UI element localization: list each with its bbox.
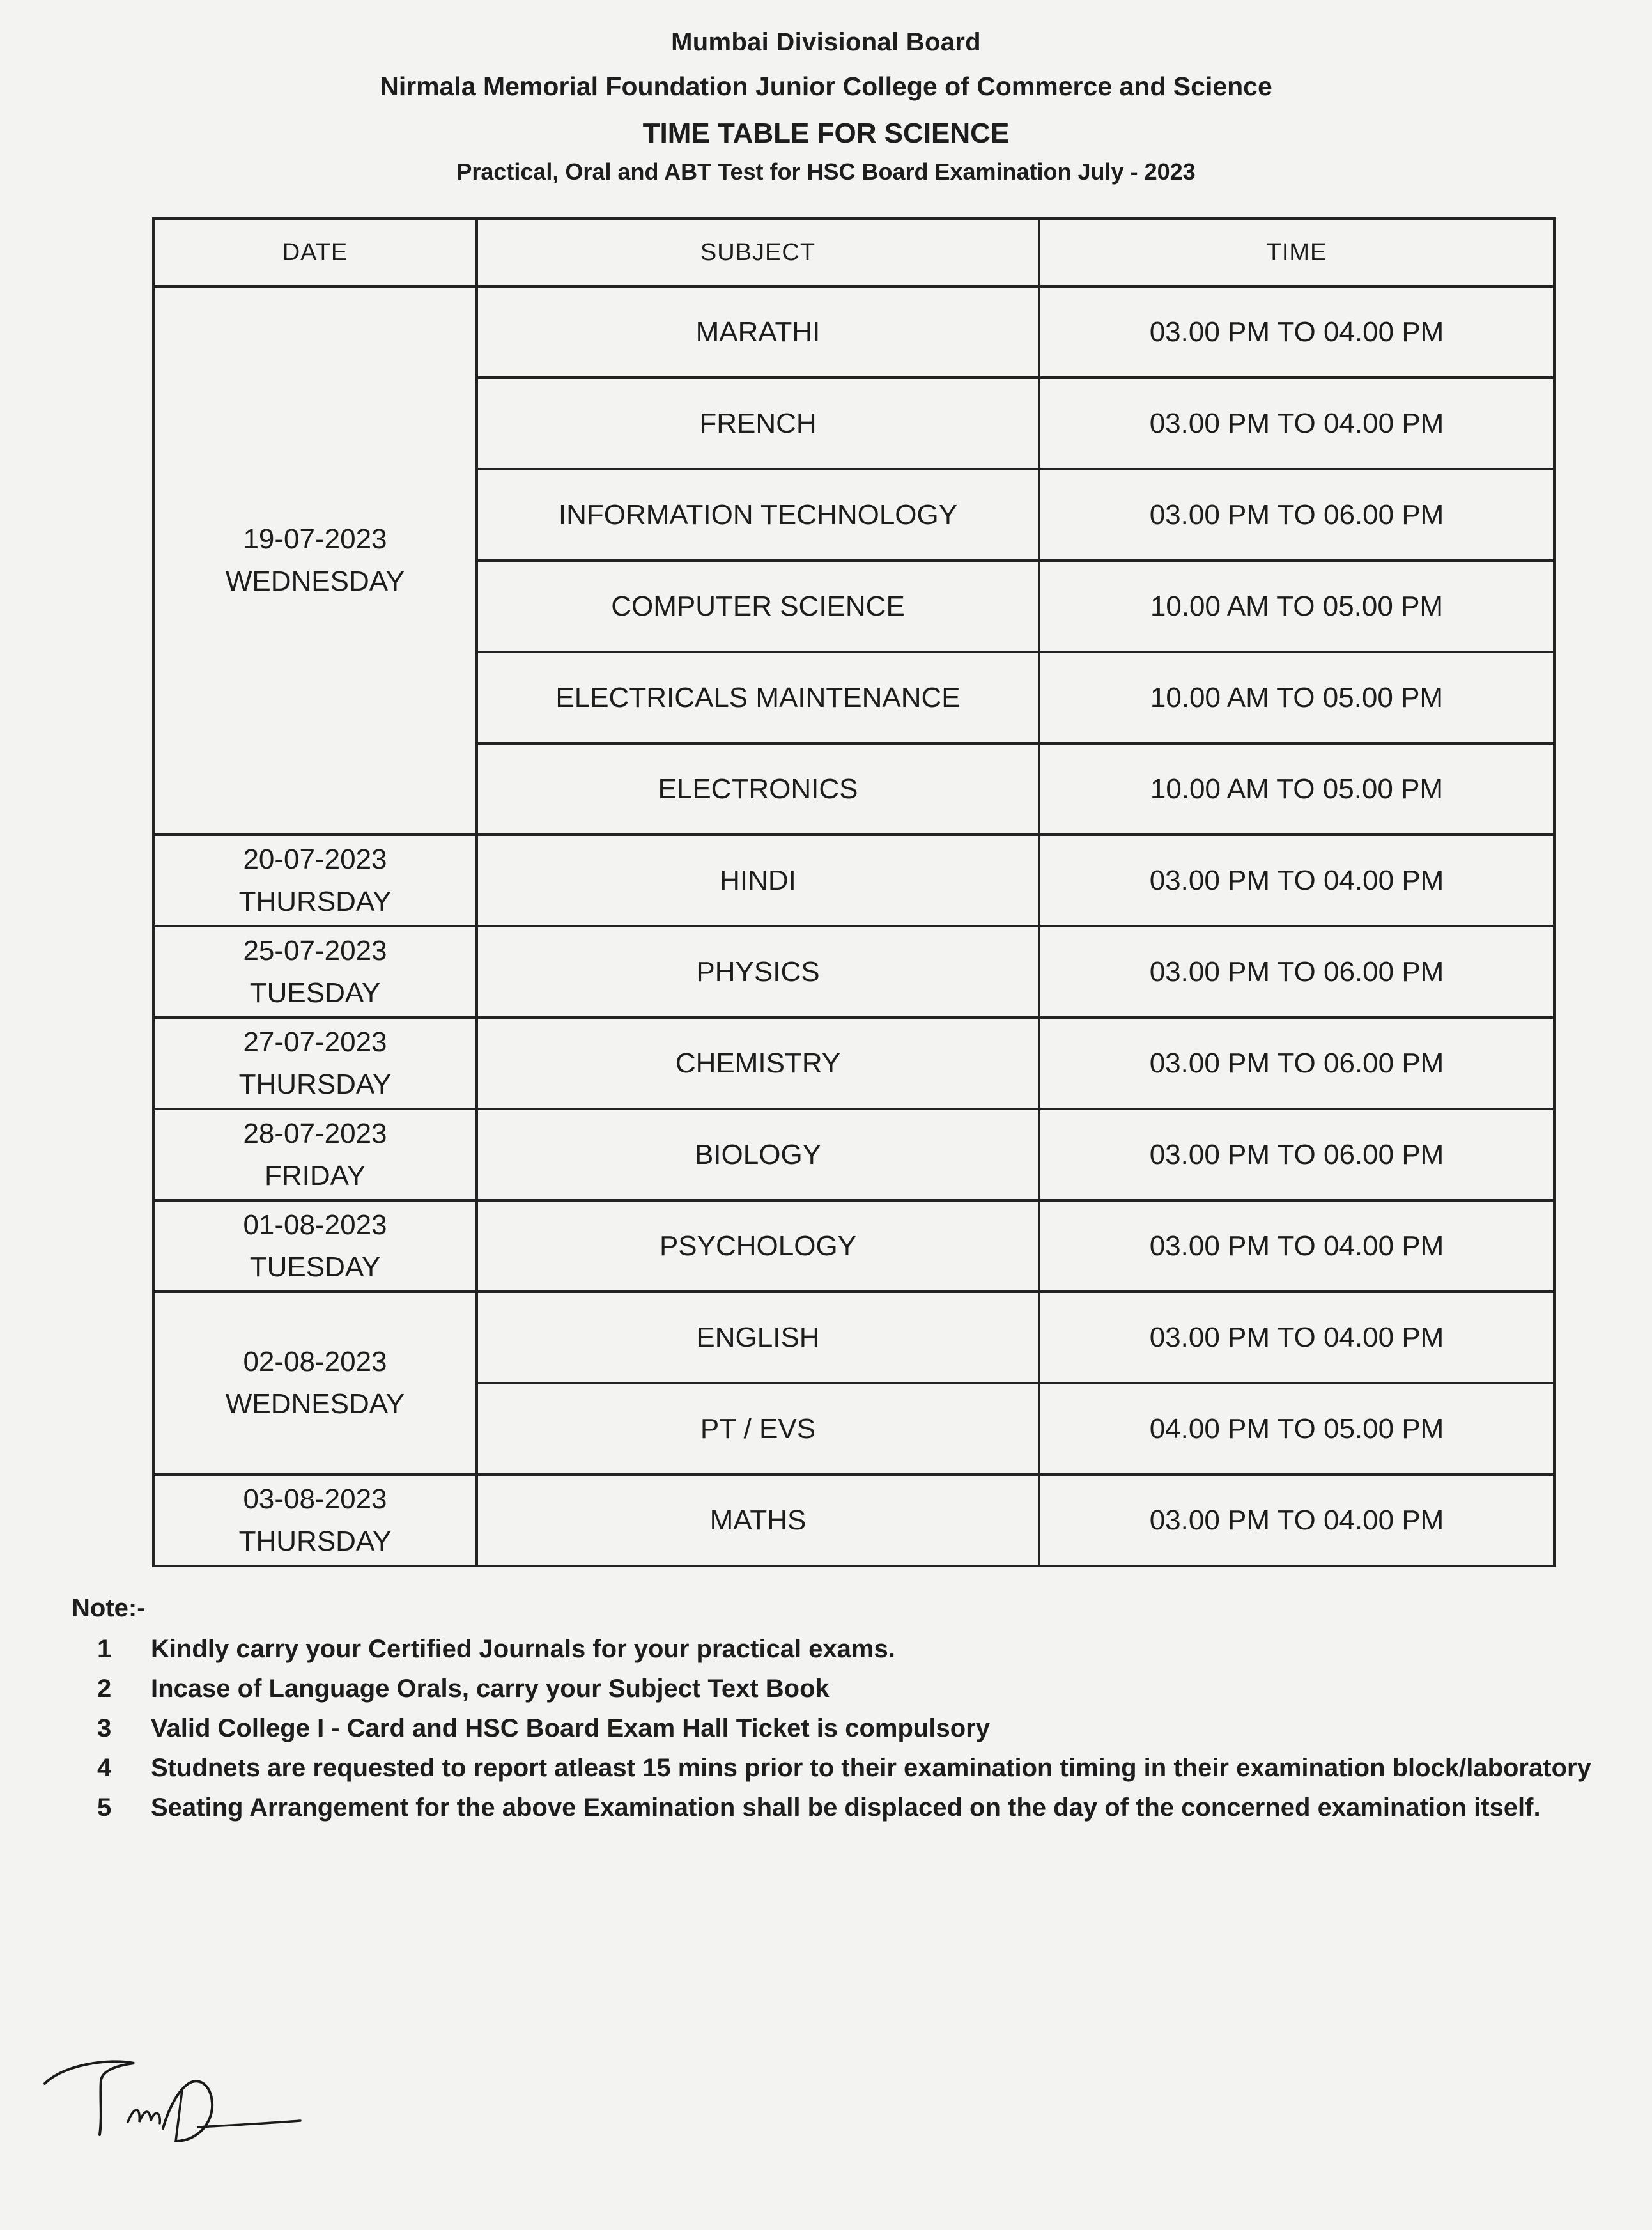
table-row: [153, 286, 1554, 378]
time-cell: 03.00 PM TO 04.00 PM: [1039, 378, 1554, 469]
subject-cell: BIOLOGY: [477, 1109, 1039, 1200]
note-number: 5: [97, 1793, 112, 1822]
exam-date: 03-08-2023: [243, 1483, 387, 1515]
subject-cell: MATHS: [477, 1475, 1039, 1566]
exam-date: 20-07-2023: [243, 843, 387, 875]
subject-cell: INFORMATION TECHNOLOGY: [477, 469, 1039, 561]
table-row: [153, 1109, 1554, 1200]
exam-day: FRIDAY: [264, 1159, 366, 1191]
time-cell: 03.00 PM TO 04.00 PM: [1039, 1200, 1554, 1292]
table-row: [153, 926, 1554, 1018]
exam-date: 25-07-2023: [243, 934, 387, 966]
note-text: Seating Arrangement for the above Examination shall be displaced on the day of the concerned examination itself.: [151, 1793, 1541, 1822]
table-row: [153, 1200, 1554, 1292]
time-cell: 03.00 PM TO 06.00 PM: [1039, 1109, 1554, 1200]
exam-date: 01-08-2023: [243, 1209, 387, 1241]
subject-cell: PHYSICS: [477, 926, 1039, 1018]
exam-date: 02-08-2023: [243, 1346, 387, 1377]
college-name: Nirmala Memorial Foundation Junior College of Commerce and Science: [380, 72, 1272, 101]
note-item: [72, 1789, 1593, 1826]
subject-cell: CHEMISTRY: [477, 1018, 1039, 1109]
subject-cell: ELECTRICALS MAINTENANCE: [477, 652, 1039, 743]
time-cell: 03.00 PM TO 06.00 PM: [1039, 926, 1554, 1018]
time-cell: 03.00 PM TO 04.00 PM: [1039, 1292, 1554, 1383]
exam-day: WEDNESDAY: [225, 566, 405, 597]
exam-day: WEDNESDAY: [225, 1388, 405, 1420]
exam-day: THURSDAY: [238, 1068, 392, 1100]
subject-cell: MARATHI: [477, 286, 1039, 378]
subject-cell: COMPUTER SCIENCE: [477, 561, 1039, 652]
subject-cell: ENGLISH: [477, 1292, 1039, 1383]
table-row: [153, 1292, 1554, 1383]
note-text: Incase of Language Orals, carry your Subject Text Book: [151, 1675, 830, 1703]
time-cell: 10.00 AM TO 05.00 PM: [1039, 561, 1554, 652]
timetable: [152, 217, 1556, 1567]
exam-date: 19-07-2023: [243, 523, 387, 555]
date-cell: [153, 1109, 477, 1200]
document-subtitle: Practical, Oral and ABT Test for HSC Board Examination July - 2023: [456, 159, 1196, 185]
column-header-time: TIME: [1039, 219, 1554, 286]
time-cell: 03.00 PM TO 04.00 PM: [1039, 1475, 1554, 1566]
note-text: Kindly carry your Certified Journals for your practical exams.: [151, 1635, 895, 1663]
exam-day: TUESDAY: [249, 1251, 381, 1283]
subject-cell: PSYCHOLOGY: [477, 1200, 1039, 1292]
signature-mark: [38, 2045, 307, 2154]
exam-day: TUESDAY: [249, 977, 381, 1009]
subject-cell: FRENCH: [477, 378, 1039, 469]
time-cell: 04.00 PM TO 05.00 PM: [1039, 1383, 1554, 1475]
board-name: Mumbai Divisional Board: [671, 28, 981, 56]
table-row: [153, 835, 1554, 926]
date-cell: [153, 926, 477, 1018]
note-item: [72, 1710, 1593, 1747]
date-cell: [153, 835, 477, 926]
note-text: Studnets are requested to report atleast 15 mins prior to their examination timing in their examination block/laboratory: [151, 1754, 1591, 1782]
subject-cell: HINDI: [477, 835, 1039, 926]
notes-title: Note:-: [72, 1594, 146, 1622]
note-text: Valid College I - Card and HSC Board Exam Hall Ticket is compulsory: [151, 1714, 990, 1742]
time-cell: 03.00 PM TO 06.00 PM: [1039, 469, 1554, 561]
table-row: [153, 1018, 1554, 1109]
note-item: [72, 1749, 1593, 1786]
note-number: 3: [97, 1714, 112, 1742]
document-title: TIME TABLE FOR SCIENCE: [642, 118, 1010, 149]
note-number: 4: [97, 1754, 112, 1782]
date-cell: [153, 1200, 477, 1292]
table-row: [153, 1475, 1554, 1566]
timetable-header-row: [153, 219, 1554, 286]
time-cell: 10.00 AM TO 05.00 PM: [1039, 652, 1554, 743]
note-item: [72, 1670, 1593, 1707]
time-cell: 03.00 PM TO 06.00 PM: [1039, 1018, 1554, 1109]
time-cell: 10.00 AM TO 05.00 PM: [1039, 743, 1554, 835]
column-header-date: DATE: [153, 219, 477, 286]
subject-cell: PT / EVS: [477, 1383, 1039, 1475]
column-header-subject: SUBJECT: [477, 219, 1039, 286]
exam-date: 28-07-2023: [243, 1117, 387, 1149]
date-cell: [153, 286, 477, 835]
note-number: 2: [97, 1675, 112, 1703]
exam-day: THURSDAY: [238, 1525, 392, 1557]
note-number: 1: [97, 1635, 112, 1663]
time-cell: 03.00 PM TO 04.00 PM: [1039, 286, 1554, 378]
notes-section: [72, 1594, 1593, 1829]
exam-date: 27-07-2023: [243, 1026, 387, 1058]
time-cell: 03.00 PM TO 04.00 PM: [1039, 835, 1554, 926]
date-cell: [153, 1018, 477, 1109]
date-cell: [153, 1475, 477, 1566]
exam-day: THURSDAY: [238, 885, 392, 917]
date-cell: [153, 1292, 477, 1475]
subject-cell: ELECTRONICS: [477, 743, 1039, 835]
note-item: [72, 1630, 1593, 1668]
